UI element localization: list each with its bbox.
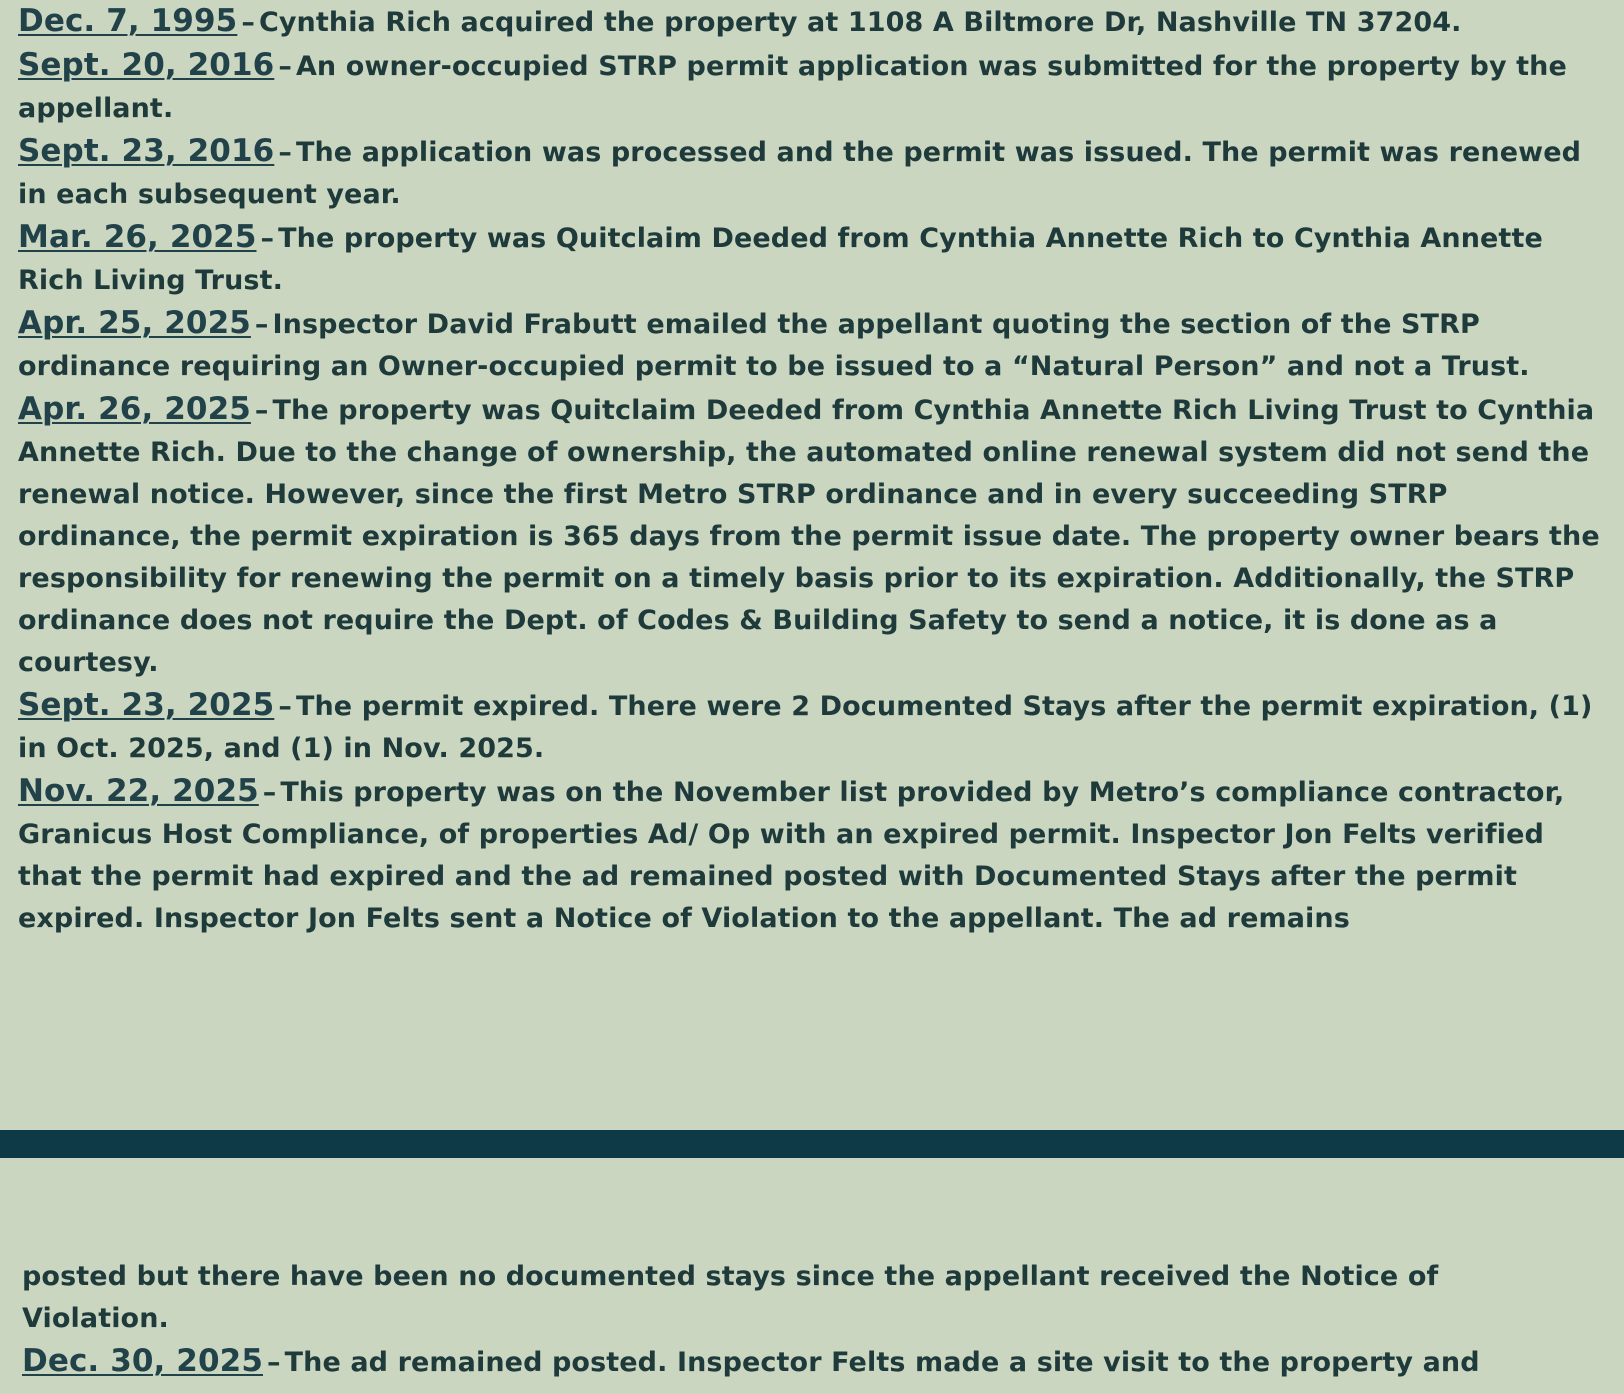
- entry-dash: –: [262, 777, 277, 808]
- document-page-bottom: [0, 1158, 1624, 1394]
- entry-text: The ad remained posted. Inspector Felts made a site visit to the property and: [284, 1347, 1480, 1378]
- entry-dash: –: [260, 223, 275, 254]
- entry-date: Mar. 26, 2025: [18, 219, 257, 255]
- entry-text: The property was Quitclaim Deeded from Cynthia Annette Rich Living Trust to Cynthia Annette Rich. Due to the change of ownership, the automated online renewal system did not send the renewal notice. However, since the first Metro STRP ordinance and in every succeeding STRP ordinance, the permit expiration is 365 days from the permit issue date. The property owner bears the responsibility for renewing the permit on a timely basis prior to its expiration. Additionally, the STRP ordinance does not require the Dept. of Codes & Building Safety to send a notice, it is done as a courtesy.: [18, 395, 1600, 678]
- entry-dash: –: [278, 691, 292, 722]
- entry-date: Dec. 7, 1995: [18, 3, 238, 39]
- timeline-entry: [18, 388, 1608, 684]
- entry-date: Sept. 23, 2025: [18, 687, 275, 723]
- entry-text: An owner-occupied STRP permit application was submitted for the property by the appellant.: [18, 51, 1567, 124]
- entry-dash: –: [254, 395, 269, 426]
- page-break-divider: [0, 1130, 1624, 1158]
- entry-text: The application was processed and the permit was issued. The permit was renewed in each subsequent year.: [18, 137, 1582, 210]
- timeline-entry: [22, 1340, 1582, 1384]
- entry-text: This property was on the November list provided by Metro’s compliance contractor, Granicus Host Compliance, of properties Ad/ Op with an expired permit. Inspector Jon Felts verified that the permit had expired and the ad remained posted with Documented Stays after the permit expired. Inspector Jon Felts sent a Notice of Violation to the appellant. The ad remains: [18, 777, 1565, 934]
- timeline-entry: [18, 44, 1608, 130]
- timeline-entries-continued: [22, 1256, 1582, 1384]
- entry-date: Nov. 22, 2025: [18, 773, 259, 809]
- entry-dash: –: [267, 1347, 281, 1378]
- entry-text: The property was Quitclaim Deeded from Cynthia Annette Rich to Cynthia Annette Rich Living Trust.: [18, 223, 1543, 296]
- entry-text: Inspector David Frabutt emailed the appellant quoting the section of the STRP ordinance requiring an Owner-occupied permit to be issued to a “Natural Person” and not a Trust.: [18, 309, 1530, 382]
- entry-text: The permit expired. There were 2 Documented Stays after the permit expiration, (1) in Oct. 2025, and (1) in Nov. 2025.: [18, 691, 1593, 764]
- entry-date: Dec. 30, 2025: [22, 1343, 263, 1379]
- entry-dash: –: [254, 309, 269, 340]
- timeline-entries: [18, 0, 1608, 940]
- timeline-entry: [18, 216, 1608, 302]
- timeline-entry: [18, 0, 1608, 44]
- timeline-entry: [18, 130, 1608, 216]
- timeline-entry: [18, 302, 1608, 388]
- entry-date: Sept. 20, 2016: [18, 47, 275, 83]
- timeline-entry: [18, 770, 1608, 940]
- entry-dash: –: [278, 137, 292, 168]
- entry-text: Cynthia Rich acquired the property at 1108 A Biltmore Dr, Nashville TN 37204.: [258, 7, 1462, 38]
- entry-date: Sept. 23, 2016: [18, 133, 275, 169]
- entry-dash: –: [241, 7, 255, 38]
- entry-date: Apr. 26, 2025: [18, 391, 251, 427]
- entry-date: Apr. 25, 2025: [18, 305, 251, 341]
- continuation-paragraph: posted but there have been no documented stays since the appellant received the Notice of Violation.: [22, 1261, 1439, 1334]
- timeline-entry: [18, 684, 1608, 770]
- entry-dash: –: [278, 51, 292, 82]
